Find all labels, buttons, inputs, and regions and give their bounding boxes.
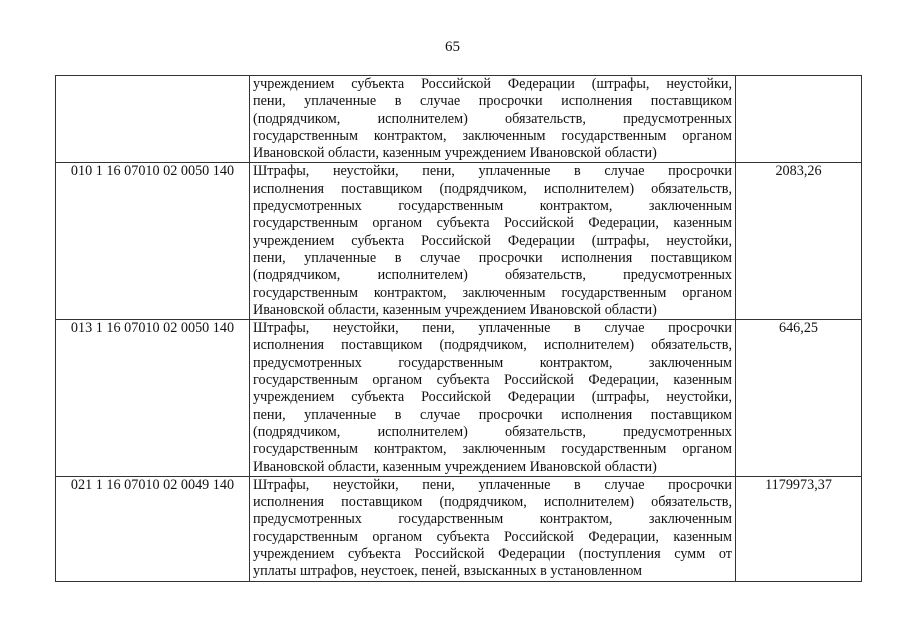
amount-cell: 2083,26 xyxy=(736,163,862,320)
description-line: Ивановской области, казенным учреждением Ивановской области) xyxy=(253,301,657,318)
description-line: пени, уплаченные в случае просрочки исполнения поставщиком xyxy=(253,406,732,423)
description-line: исполнения поставщиком (подрядчиком, исполнителем) обязательств, xyxy=(253,337,732,354)
description-line: государственным контрактом, заключенным государственным органом xyxy=(253,441,732,458)
budget-table xyxy=(55,75,862,582)
description-cell xyxy=(250,76,736,163)
description-line: (подрядчиком, исполнителем) обязательств, предусмотренных xyxy=(253,110,732,127)
description-line: учреждением субъекта Российской Федерации (поступления сумм от xyxy=(253,546,732,563)
description-line: Штрафы, неустойки, пени, уплаченные в случае просрочки xyxy=(253,320,732,337)
budget-code-cell: 010 1 16 07010 02 0050 140 xyxy=(56,163,250,320)
description-line: государственным органом субъекта Российской Федерации, казенным xyxy=(253,372,732,389)
description-line: государственным органом субъекта Российской Федерации, казенным xyxy=(253,528,732,545)
table-body xyxy=(56,76,862,582)
table-row xyxy=(56,163,862,320)
description-line: государственным контрактом, заключенным государственным органом xyxy=(253,284,732,301)
description-line: государственным органом субъекта Российской Федерации, казенным xyxy=(253,215,732,232)
budget-code-cell: 013 1 16 07010 02 0050 140 xyxy=(56,320,250,477)
amount-cell: 1179973,37 xyxy=(736,476,862,581)
amount-cell xyxy=(736,76,862,163)
description-line: предусмотренных государственным контрактом, заключенным xyxy=(253,511,732,528)
amount-cell: 646,25 xyxy=(736,320,862,477)
description-line: Штрафы, неустойки, пени, уплаченные в случае просрочки xyxy=(253,476,732,493)
description-line: исполнения поставщиком (подрядчиком, исполнителем) обязательств, xyxy=(253,494,732,511)
table-row xyxy=(56,476,862,581)
description-line: пени, уплаченные в случае просрочки исполнения поставщиком xyxy=(253,249,732,266)
description-line: Ивановской области, казенным учреждением Ивановской области) xyxy=(253,145,657,162)
description-line: пени, уплаченные в случае просрочки исполнения поставщиком xyxy=(253,93,732,110)
table-row xyxy=(56,76,862,163)
description-line: предусмотренных государственным контрактом, заключенным xyxy=(253,354,732,371)
description-line: государственным контрактом, заключенным государственным органом xyxy=(253,127,732,144)
description-cell xyxy=(250,163,736,320)
table-row xyxy=(56,320,862,477)
description-line: (подрядчиком, исполнителем) обязательств, предусмотренных xyxy=(253,423,732,440)
description-line: (подрядчиком, исполнителем) обязательств, предусмотренных xyxy=(253,267,732,284)
description-cell xyxy=(250,476,736,581)
budget-code-cell xyxy=(56,76,250,163)
page-number: 65 xyxy=(445,39,460,55)
description-cell xyxy=(250,320,736,477)
description-line: уплаты штрафов, неустоек, пеней, взысканных в установленном xyxy=(253,563,643,580)
budget-code-cell: 021 1 16 07010 02 0049 140 xyxy=(56,476,250,581)
description-line: учреждением субъекта Российской Федерации (штрафы, неустойки, xyxy=(253,76,732,92)
description-line: исполнения поставщиком (подрядчиком, исполнителем) обязательств, xyxy=(253,180,732,197)
description-line: Ивановской области, казенным учреждением Ивановской области) xyxy=(253,458,657,475)
description-line: учреждением субъекта Российской Федерации (штрафы, неустойки, xyxy=(253,389,732,406)
description-line: Штрафы, неустойки, пени, уплаченные в случае просрочки xyxy=(253,163,732,180)
description-line: учреждением субъекта Российской Федерации (штрафы, неустойки, xyxy=(253,232,732,249)
description-line: предусмотренных государственным контрактом, заключенным xyxy=(253,198,732,215)
